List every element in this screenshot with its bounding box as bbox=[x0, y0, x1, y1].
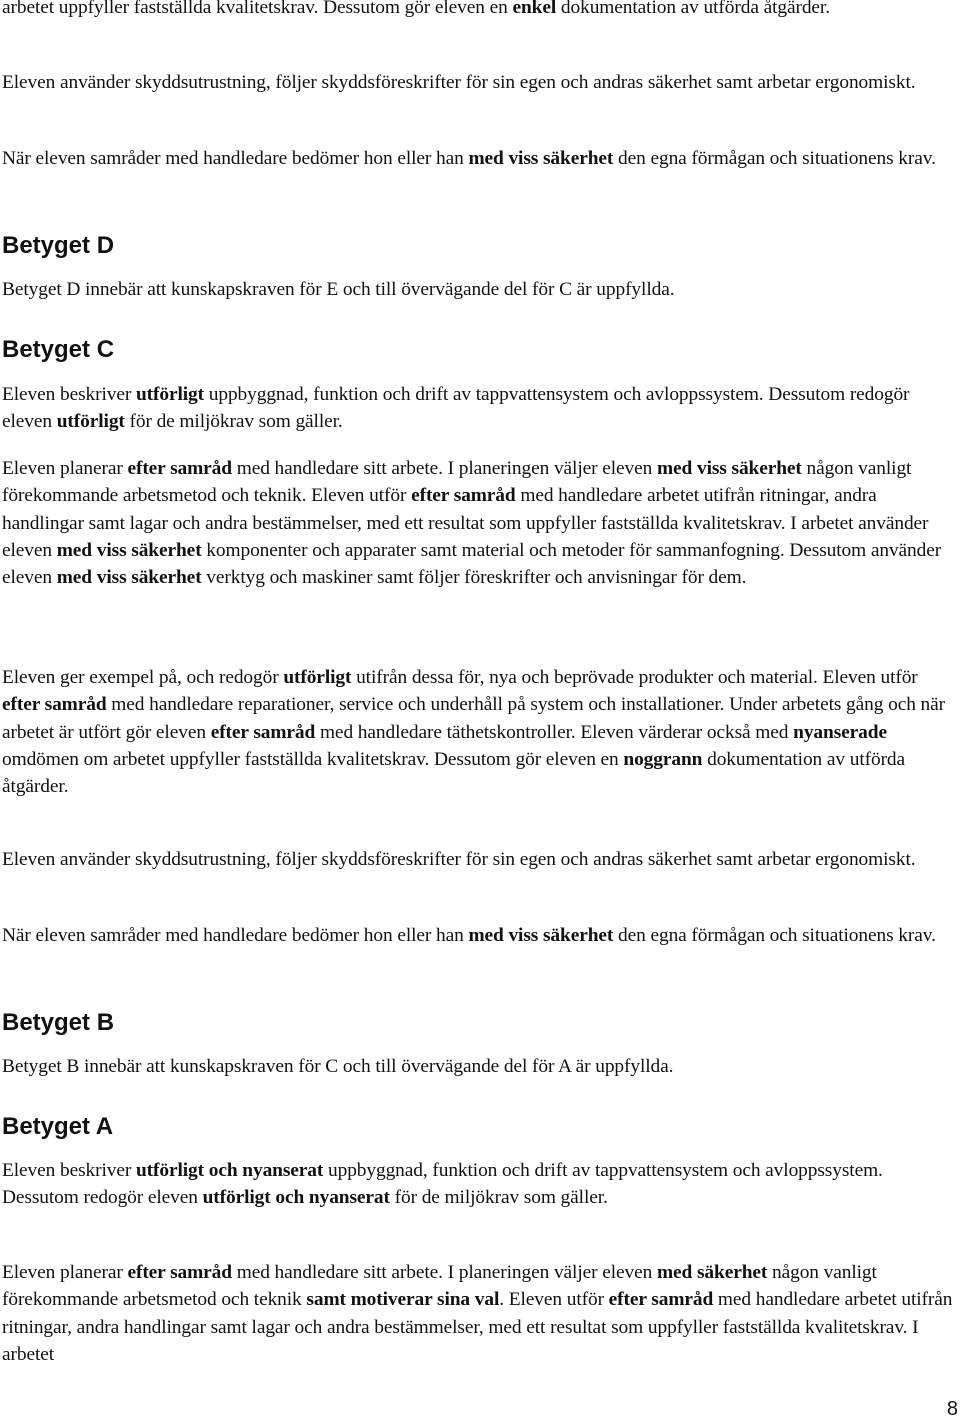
text-run: den egna förmågan och situationens krav. bbox=[613, 925, 936, 946]
text-run: någon vanligt förekommande arbetsmetod och teknik. Eleven utför bbox=[2, 458, 912, 507]
paragraph bbox=[2, 69, 957, 96]
heading-grade-c: Betyget C bbox=[2, 336, 115, 363]
paragraph bbox=[2, 922, 957, 949]
emphasis: med viss säkerhet bbox=[656, 458, 802, 479]
text-run: med handledare arbetet utifrån ritningar, andra handlingar samt lagar och andra bestämmelser, med ett resultat som uppfyller fastställda kvalitetskrav. I arbetet använder eleven bbox=[2, 485, 929, 561]
emphasis: efter samråd bbox=[608, 1289, 714, 1311]
emphasis: noggrann bbox=[623, 748, 703, 770]
paragraph bbox=[2, 145, 957, 172]
text-run: för de miljökrav som gäller. bbox=[124, 411, 343, 433]
text-run: dokumentation av utförda åtgärder. bbox=[556, 0, 830, 18]
emphasis: utförligt och nyanserat bbox=[202, 1187, 390, 1209]
emphasis: efter samråd bbox=[127, 458, 232, 479]
paragraph bbox=[2, 1157, 957, 1212]
text-run: med handledare täthetskontroller. Eleven värderar också med bbox=[315, 721, 794, 743]
text-run: uppbyggnad, funktion och drift av tappvattensystem och avloppssystem. Dessutom redogör eleven bbox=[2, 1160, 883, 1209]
text-run: med handledare arbetet utifrån ritningar, andra handlingar samt lagar och andra bestämmelser, med ett resultat som uppfyller fastställda kvalitetskrav. I arbetet bbox=[2, 1289, 953, 1365]
emphasis: efter samråd bbox=[127, 1262, 232, 1283]
emphasis: utförligt bbox=[283, 667, 352, 688]
emphasis: enkel bbox=[512, 0, 557, 18]
text-run: med handledare sitt arbete. I planeringen väljer eleven bbox=[231, 1262, 657, 1283]
text-run: Eleven beskriver bbox=[2, 1160, 136, 1181]
emphasis: utförligt bbox=[56, 411, 125, 433]
text-run: dokumentation av utförda åtgärder. bbox=[2, 748, 906, 798]
text-run: arbetet uppfyller fastställda kvalitetskrav. Dessutom gör eleven en bbox=[2, 0, 513, 18]
emphasis: med viss säkerhet bbox=[56, 567, 202, 589]
text-run: Eleven beskriver bbox=[2, 384, 136, 405]
text-run: Eleven ger exempel på, och redogör bbox=[2, 667, 284, 688]
heading-grade-a: Betyget A bbox=[2, 1113, 114, 1140]
text-run: utifrån dessa för, nya och beprövade produkter och material. Eleven utför bbox=[351, 667, 918, 688]
paragraph: Betyget D innebär att kunskapskraven för E och till övervägande del för C är uppfyllda. bbox=[2, 279, 675, 300]
text-run: Eleven använder skyddsutrustning, följer skyddsföreskrifter för sin egen och andras säkerhet samt arbetar ergonomiskt. bbox=[2, 849, 916, 870]
text-run: uppbyggnad, funktion och drift av tappvattensystem och avloppssystem. Dessutom redogör eleven bbox=[2, 384, 910, 433]
emphasis: efter samråd bbox=[2, 694, 107, 716]
emphasis: med viss säkerhet bbox=[56, 539, 202, 561]
emphasis: med säkerhet bbox=[656, 1262, 768, 1283]
emphasis: nyanserade bbox=[793, 721, 887, 743]
paragraph bbox=[2, 455, 957, 591]
emphasis: efter samråd bbox=[210, 721, 316, 743]
emphasis: utförligt bbox=[135, 384, 205, 405]
text-run: När eleven samråder med handledare bedömer hon eller han bbox=[2, 925, 469, 946]
paragraph bbox=[2, 1259, 957, 1368]
paragraph bbox=[2, 846, 957, 873]
text-run: Eleven använder skyddsutrustning, följer skyddsföreskrifter för sin egen och andras säkerhet samt arbetar ergonomiskt. bbox=[2, 72, 916, 93]
text-run: När eleven samråder med handledare bedömer hon eller han bbox=[2, 148, 469, 169]
emphasis: med viss säkerhet bbox=[468, 148, 614, 169]
emphasis: utförligt och nyanserat bbox=[135, 1160, 324, 1181]
text-run: Eleven planerar bbox=[2, 458, 128, 479]
text-run: omdömen om arbetet uppfyller fastställda kvalitetskrav. Dessutom gör eleven en bbox=[2, 748, 624, 770]
text-run: Eleven planerar bbox=[2, 1262, 128, 1283]
text-run: komponenter och apparater samt material och metoder för sammanfogning. Dessutom använder eleven bbox=[2, 539, 942, 589]
text-run: med handledare sitt arbete. I planeringen väljer eleven bbox=[231, 458, 657, 479]
emphasis: med viss säkerhet bbox=[468, 925, 614, 946]
paragraph bbox=[2, 381, 957, 436]
paragraph bbox=[2, 664, 957, 800]
emphasis: samt motiverar sina val bbox=[306, 1289, 500, 1311]
text-run: den egna förmågan och situationens krav. bbox=[613, 148, 936, 169]
paragraph: Betyget B innebär att kunskapskraven för C och till övervägande del för A är uppfyllda. bbox=[2, 1056, 674, 1077]
text-run: med handledare reparationer, service och underhåll på system och installationer. Under arbetets gång och när arbetet är utfört gör eleven bbox=[2, 694, 945, 743]
emphasis: efter samråd bbox=[411, 485, 516, 507]
paragraph bbox=[2, 0, 957, 21]
text-run: verktyg och maskiner samt följer föreskrifter och anvisningar för dem. bbox=[201, 567, 747, 589]
text-run: . Eleven utför bbox=[499, 1289, 609, 1311]
heading-grade-d: Betyget D bbox=[2, 232, 115, 259]
page-number: 8 bbox=[946, 1398, 958, 1420]
heading-grade-b: Betyget B bbox=[2, 1009, 115, 1036]
text-run: någon vanligt förekommande arbetsmetod och teknik bbox=[2, 1262, 877, 1311]
text-run: för de miljökrav som gäller. bbox=[389, 1187, 608, 1209]
